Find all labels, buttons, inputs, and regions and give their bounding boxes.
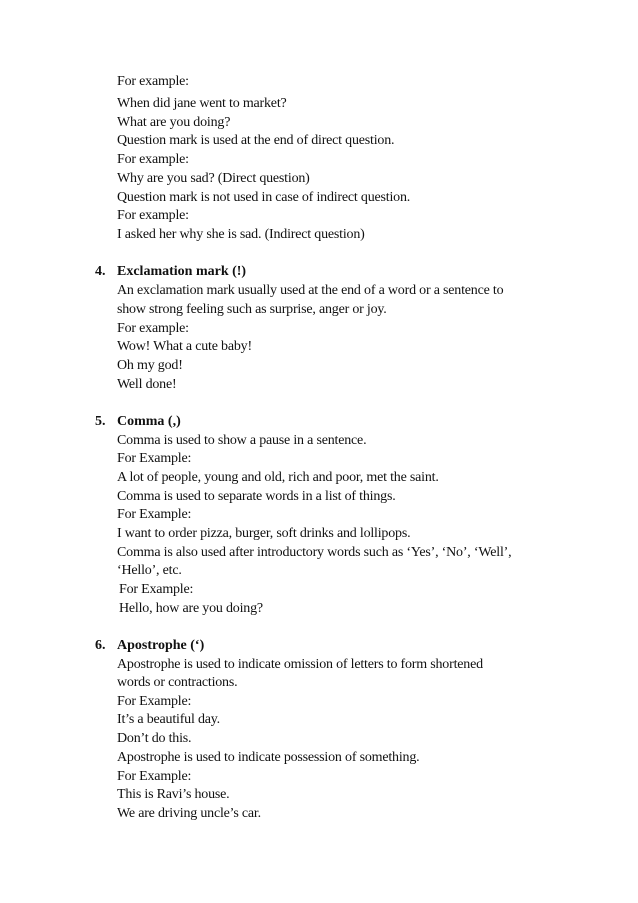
text-line: It’s a beautiful day. [117,712,220,727]
text-line: For Example: [119,582,194,597]
text-line: Apostrophe is used to indicate possession of something. [117,750,420,765]
section-title: Comma (,) [117,414,181,429]
text-line: I want to order pizza, burger, soft drinks and lollipops. [117,526,411,541]
text-line: ‘Hello’, etc. [117,563,182,578]
text-line: An exclamation mark usually used at the end of a word or a sentence to [117,283,504,298]
text-line: What are you doing? [117,115,231,130]
text-line: When did jane went to market? [117,96,287,111]
text-line: We are driving uncle’s car. [117,806,261,821]
text-line: For Example: [117,769,192,784]
text-line: Oh my god! [117,358,183,373]
text-line: For example: [117,208,189,223]
text-line: Hello, how are you doing? [119,601,263,616]
text-line: For example: [117,74,189,89]
section-number: 6. [95,638,106,653]
text-line: For Example: [117,507,192,522]
section-heading [95,263,246,281]
text-line: Why are you sad? (Direct question) [117,171,310,186]
text-line: show strong feeling such as surprise, anger or joy. [117,302,387,317]
text-line: Don’t do this. [117,731,192,746]
text-line: For Example: [117,694,192,709]
text-line: Apostrophe is used to indicate omission of letters to form shortened [117,657,483,672]
text-line: words or contractions. [117,675,238,690]
section-number: 4. [95,264,106,279]
section-heading [95,413,181,431]
text-line: Question mark is used at the end of direct question. [117,133,395,148]
text-line: A lot of people, young and old, rich and poor, met the saint. [117,470,439,485]
text-line: For Example: [117,451,192,466]
text-line: Question mark is not used in case of indirect question. [117,190,411,205]
text-line: This is Ravi’s house. [117,787,230,802]
text-line: For example: [117,152,189,167]
text-line: I asked her why she is sad. (Indirect question) [117,227,365,242]
text-line: For example: [117,321,189,336]
text-line: Wow! What a cute baby! [117,339,252,354]
section-title: Apostrophe (‘) [117,638,205,653]
text-line: Comma is used to separate words in a list of things. [117,489,396,504]
text-line: Comma is used to show a pause in a sentence. [117,433,367,448]
section-heading [95,637,204,655]
section-number: 5. [95,414,106,429]
section-title: Exclamation mark (!) [117,264,247,279]
text-line: Comma is also used after introductory words such as ‘Yes’, ‘No’, ‘Well’, [117,545,512,560]
text-line: Well done! [117,377,177,392]
